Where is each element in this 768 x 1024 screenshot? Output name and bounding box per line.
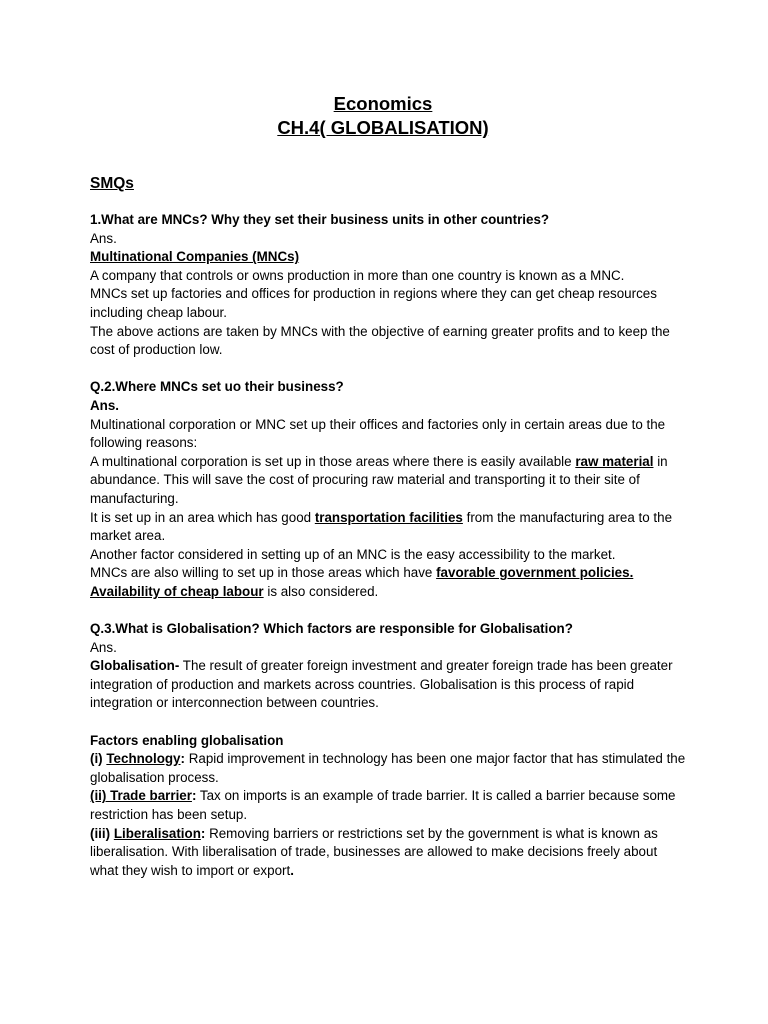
q2-p1-pre: A multinational corporation is set up in those areas where there is easily available: [90, 453, 576, 469]
q2-p4-pre: MNCs are also willing to set up in those areas which have: [90, 565, 437, 581]
question-1: 1.What are MNCs? Why they set their business units in other countries?: [90, 212, 550, 227]
q2-p5-post: is also considered.: [263, 583, 379, 599]
q2-p1-post: in abundance. This will save the cost of procuring raw material and transporting it to their site of manufacturing.: [90, 453, 668, 506]
factors-heading: Factors enabling globalisation: [90, 732, 284, 748]
q2-reason-market: Another factor considered in setting up of an MNC is the easy accessibility to the market.: [90, 546, 616, 562]
spacer: [90, 601, 688, 620]
q2-reason-transport: [90, 509, 688, 546]
q2-intro: Multinational corporation or MNC set up their offices and factories only in certain areas due to the following reasons:: [90, 416, 666, 451]
section-heading: SMQs: [90, 175, 134, 192]
q2-p2-post: from the manufacturing area to the market area.: [90, 509, 673, 544]
q1-line-3: The above actions are taken by MNCs with the objective of earning greater profits and to keep the cost of production low.: [90, 323, 670, 358]
globalisation-keyword: Globalisation-: [90, 658, 180, 674]
question-3: Q.3.What is Globalisation? Which factors are responsible for Globalisation?: [90, 621, 573, 637]
title-block: [78, 92, 688, 140]
factor-3-end: .: [290, 862, 294, 878]
q2-reason-raw-material: [90, 453, 688, 509]
spacer: [90, 194, 688, 211]
labour-keyword: Availability of cheap labour: [90, 583, 264, 599]
factor-3-number: (iii): [90, 825, 114, 841]
factor-3-text: Removing barriers or restrictions set by the government is what is known as liberalisation. With liberalisation of trade, businesses are allowed to make decisions freely about what they wish to import or export: [90, 825, 658, 878]
factor-1-number: (i): [90, 751, 107, 767]
q2-reason-policy: [90, 564, 688, 583]
subject-title: Economics: [333, 93, 433, 114]
raw-material-keyword: raw material: [575, 453, 654, 469]
factor-2-colon: :: [191, 788, 197, 804]
factor-1-colon: :: [180, 751, 185, 767]
factor-1-text: Rapid improvement in technology has been one major factor that has stimulated the globalisation process.: [90, 751, 686, 785]
q1-line-2: MNCs set up factories and offices for production in regions where they can get cheap resources including cheap labour.: [90, 286, 657, 320]
globalisation-text: The result of greater foreign investment and greater foreign trade has been greater integration of production and markets across countries. Globalisation is this process of rapid integration or interconnection between countries.: [90, 658, 673, 711]
trade-barrier-keyword: (ii) Trade barrier: [90, 788, 192, 804]
spacer: [90, 360, 688, 379]
factor-liberalisation: [90, 825, 688, 881]
q1-line-1: A company that controls or owns production in more than one country is known as a MNC.: [90, 267, 625, 283]
chapter-title: CH.4( GLOBALISATION): [277, 117, 489, 138]
policy-keyword: favorable government policies.: [436, 565, 634, 581]
q2-p2-pre: It is set up in an area which has good: [90, 509, 315, 525]
liberalisation-keyword: Liberalisation: [113, 825, 201, 841]
answer-label-2: Ans.: [90, 397, 120, 413]
answer-label-1: Ans.: [90, 230, 117, 246]
globalisation-definition: [90, 657, 688, 713]
q2-reason-labour: [90, 583, 688, 602]
transport-keyword: transportation facilities: [314, 509, 463, 525]
question-2: Q.2.Where MNCs set uo their business?: [90, 379, 344, 395]
factor-trade-barrier: [90, 787, 688, 824]
answer-label-3: Ans.: [90, 639, 117, 655]
spacer: [90, 713, 688, 732]
factor-technology: [90, 750, 688, 787]
factor-2-text: Tax on imports is an example of trade barrier. It is called a barrier because some restriction has been setup.: [90, 788, 676, 822]
factor-3-colon: :: [200, 825, 206, 841]
technology-keyword: Technology: [106, 751, 181, 767]
mnc-subheading: Multinational Companies (MNCs): [90, 249, 300, 265]
